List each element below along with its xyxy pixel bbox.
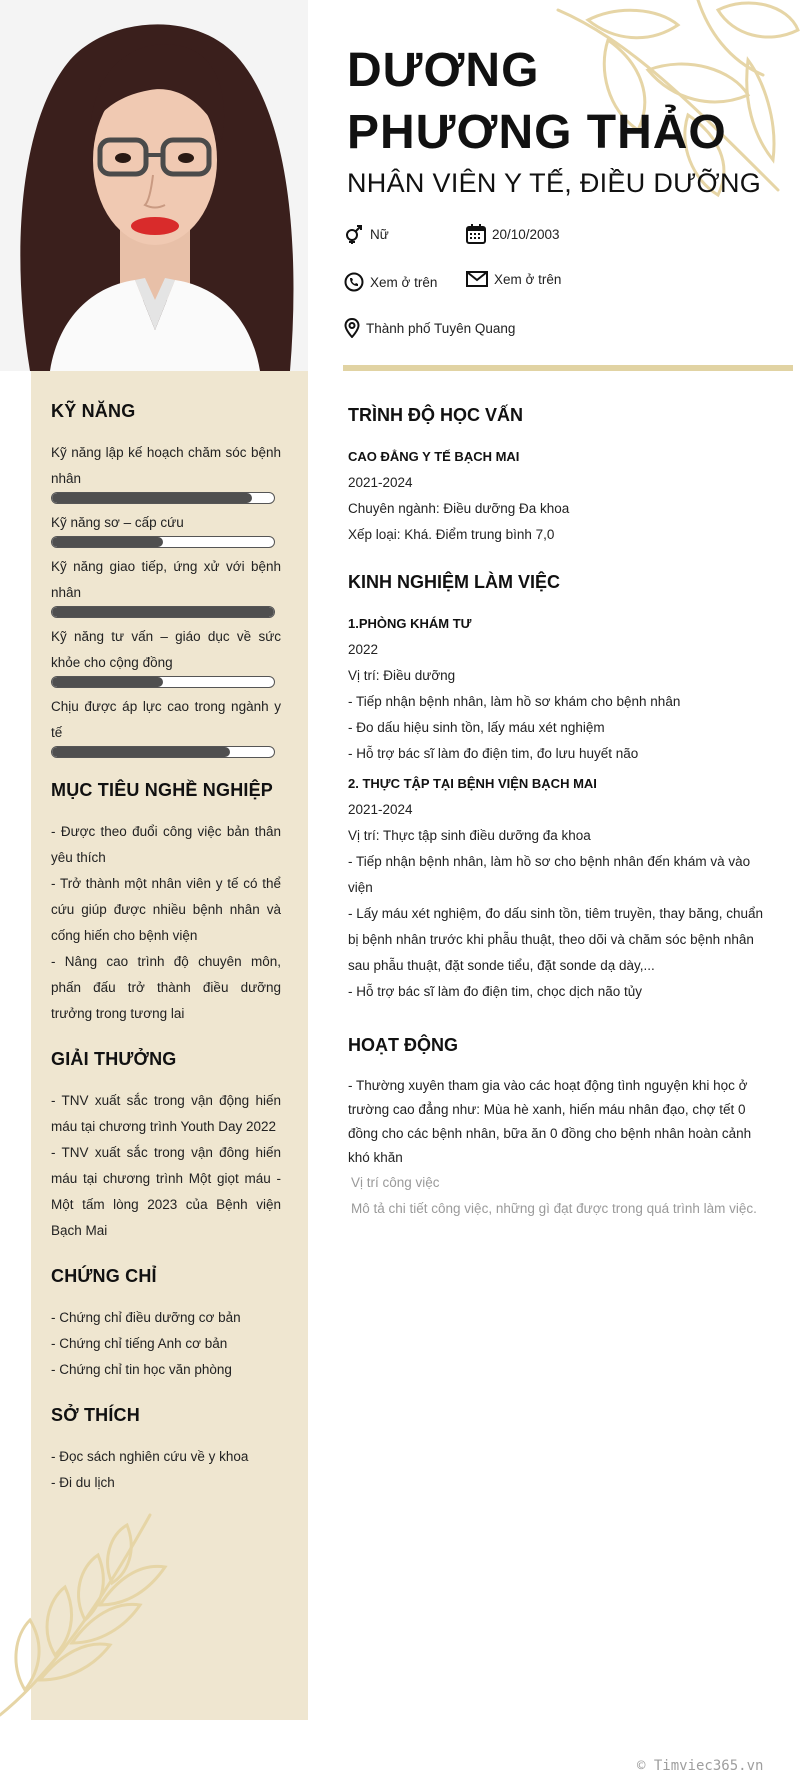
skill-name: Kỹ năng tư vấn – giáo dục về sức khỏe cho cộng đồng	[51, 629, 281, 670]
activity-position-placeholder[interactable]: Vị trí công việc	[351, 1175, 440, 1190]
job-task: - Tiếp nhận bệnh nhân, làm hồ sơ khám cho bệnh nhân	[348, 694, 681, 709]
hobbies-section	[51, 1405, 281, 1496]
profile-photo	[0, 0, 308, 371]
job-title: NHÂN VIÊN Y TẾ, ĐIỀU DƯỠNG	[347, 168, 762, 198]
birthdate-value: 20/10/2003	[492, 226, 560, 242]
phone-icon	[344, 272, 364, 292]
certificates-title: CHỨNG CHỈ	[51, 1266, 157, 1286]
award-line: - TNV xuất sắc trong vận động hiến máu tại chương trình Youth Day 2022	[51, 1093, 281, 1134]
skill-level-bar	[51, 676, 275, 688]
certificate-line: - Chứng chỉ tin học văn phòng	[51, 1362, 232, 1377]
job-position: Vị trí: Thực tập sinh điều dưỡng đa khoa	[348, 828, 591, 843]
hobby-line: - Đi du lịch	[51, 1475, 115, 1490]
skill-level-fill	[52, 607, 274, 617]
gender-icon	[344, 224, 364, 244]
watermark: © Timviec365.vn	[637, 1758, 764, 1774]
job-task: - Lấy máu xét nghiệm, đo dấu sinh tồn, tiêm truyền, thay băng, chuẩn bị bệnh nhân trước khi phẫu thuật, theo dõi và chăm sóc bệnh nhân sau phẫu thuật, đặt sonde tiểu, đặt sonde dạ dày,...	[348, 906, 763, 973]
name-line-2: PHƯƠNG THẢO	[347, 106, 727, 159]
location-pin-icon	[344, 318, 360, 338]
school-name: CAO ĐẲNG Y TẾ BẠCH MAI	[348, 449, 520, 464]
skill-item	[51, 554, 281, 618]
skill-level-fill	[52, 537, 163, 547]
job-entry	[348, 611, 768, 767]
career-goal-line: - Nâng cao trình độ chuyên môn, phấn đấu trở thành điều dưỡng trưởng trong tương lai	[51, 954, 281, 1021]
job-task: - Hỗ trợ bác sĩ làm đo điện tim, đo lưu huyết não	[348, 746, 639, 761]
phone-value: Xem ở trên	[370, 274, 438, 290]
award-line: - TNV xuất sắc trong vận đông hiến máu tại chương trình Một giọt máu - Một tấm lòng 2023 của Bệnh viện Bạch Mai	[51, 1145, 281, 1238]
skill-name: Kỹ năng lập kế hoạch chăm sóc bệnh nhân	[51, 445, 281, 486]
job-task: - Đo dấu hiệu sinh tồn, lấy máu xét nghiệm	[348, 720, 605, 735]
skill-item	[51, 440, 281, 504]
education-title: TRÌNH ĐỘ HỌC VẤN	[348, 405, 523, 425]
activity-description-placeholder[interactable]: Mô tả chi tiết công việc, những gì đạt được trong quá trình làm việc.	[351, 1201, 757, 1216]
experience-section	[348, 572, 768, 1005]
job-entry	[348, 771, 768, 1005]
skills-title: KỸ NĂNG	[51, 401, 136, 421]
skills-section	[51, 401, 281, 758]
email-info	[466, 270, 561, 288]
skill-level-fill	[52, 747, 230, 757]
skill-level-bar	[51, 492, 275, 504]
activities-text: - Thường xuyên tham gia vào các hoạt động tình nguyện khi học ở trường cao đẳng như: Mùa hè xanh, hiến máu nhân đạo, chợ tết 0 đồng cho các bệnh nhân, bữa ăn 0 đồng cho bệnh nhân hoàn cảnh khó khăn	[348, 1078, 752, 1165]
skills-list	[51, 440, 281, 758]
birthdate-info	[466, 224, 560, 244]
name-line-1: DƯƠNG	[347, 44, 540, 97]
career-goal-title: MỤC TIÊU NGHỀ NGHIỆP	[51, 780, 274, 800]
skill-item	[51, 694, 281, 758]
certificates-section	[51, 1266, 281, 1383]
career-goal-line: - Trở thành một nhân viên y tế có thể cứu giúp được nhiều bệnh nhân và cống hiến cho bệnh viện	[51, 876, 281, 943]
mail-icon	[466, 270, 488, 288]
job-position: Vị trí: Điều dưỡng	[348, 668, 456, 683]
job-task: - Hỗ trợ bác sĩ làm đo điện tim, chọc dịch não tủy	[348, 984, 642, 999]
skill-item	[51, 624, 281, 688]
skill-level-bar	[51, 746, 275, 758]
education-major: Chuyên ngành: Điều dưỡng Đa khoa	[348, 501, 570, 516]
education-period: 2021-2024	[348, 475, 413, 490]
certificate-line: - Chứng chỉ điều dưỡng cơ bản	[51, 1310, 241, 1325]
education-section	[348, 405, 768, 548]
career-goal-section	[51, 780, 281, 1027]
skill-name: Kỹ năng giao tiếp, ứng xử với bệnh nhân	[51, 559, 281, 600]
calendar-icon	[466, 224, 486, 244]
phone-info	[344, 272, 437, 292]
gender-info	[344, 224, 389, 244]
skill-name: Kỹ năng sơ – cấp cứu	[51, 515, 184, 530]
job-task: - Tiếp nhận bệnh nhân, làm hồ sơ cho bệnh nhân đến khám và vào viện	[348, 854, 751, 895]
skill-level-bar	[51, 536, 275, 548]
gender-value: Nữ	[370, 226, 389, 242]
email-value: Xem ở trên	[494, 271, 562, 287]
hobby-line: - Đọc sách nghiên cứu về y khoa	[51, 1449, 249, 1464]
hobbies-title: SỞ THÍCH	[51, 1405, 140, 1425]
leaf-decoration-bottom-icon	[0, 1505, 210, 1720]
certificate-line: - Chứng chỉ tiếng Anh cơ bản	[51, 1336, 228, 1351]
awards-section	[51, 1049, 281, 1244]
experience-title: KINH NGHIỆM LÀM VIỆC	[348, 572, 561, 592]
skill-item	[51, 510, 281, 548]
activities-title: HOẠT ĐỘNG	[348, 1035, 458, 1055]
job-company: 1.PHÒNG KHÁM TƯ	[348, 616, 472, 631]
main-content	[348, 405, 768, 1246]
skill-level-fill	[52, 677, 163, 687]
portrait-illustration	[0, 0, 308, 371]
job-company: 2. THỰC TẬP TẠI BỆNH VIỆN BẠCH MAI	[348, 776, 597, 791]
job-period: 2022	[348, 642, 379, 657]
job-period: 2021-2024	[348, 802, 413, 817]
awards-title: GIẢI THƯỞNG	[51, 1049, 177, 1069]
address-value: Thành phố Tuyên Quang	[366, 320, 516, 336]
career-goal-line: - Được theo đuổi công việc bản thân yêu thích	[51, 824, 281, 865]
header-divider	[343, 365, 793, 371]
address-info	[344, 318, 515, 338]
activities-section	[348, 1029, 768, 1222]
skill-name: Chịu được áp lực cao trong ngành y tế	[51, 699, 281, 740]
skill-level-bar	[51, 606, 275, 618]
full-name	[347, 40, 787, 164]
skill-level-fill	[52, 493, 252, 503]
education-grade: Xếp loại: Khá. Điểm trung bình 7,0	[348, 527, 555, 542]
